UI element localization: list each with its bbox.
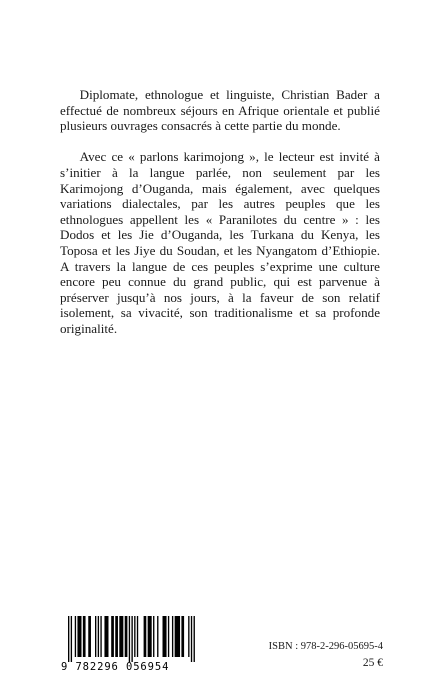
- barcode-bar: [168, 616, 169, 657]
- barcode-bar: [104, 616, 108, 657]
- barcode-bar: [68, 616, 69, 662]
- barcode-bar: [137, 616, 138, 657]
- barcode-bar: [148, 616, 152, 657]
- isbn-label: ISBN : 978-2-296-05695-4: [268, 641, 383, 652]
- barcode-bar: [111, 616, 114, 657]
- barcode-number: 9 782296 056954: [61, 661, 170, 673]
- barcode-bar: [129, 616, 130, 662]
- barcode-bar: [191, 616, 192, 662]
- blurb-text: [60, 87, 380, 337]
- barcode-bar: [83, 616, 86, 657]
- barcode-bar: [188, 616, 189, 657]
- barcode-bar: [95, 616, 96, 657]
- barcode-bar: [157, 616, 158, 657]
- barcode-bar: [172, 616, 173, 657]
- barcode-bar: [77, 616, 81, 657]
- price-label: 25 €: [362, 657, 383, 669]
- barcode-bar: [181, 616, 184, 657]
- barcode-bar: [175, 616, 180, 657]
- barcode-bars: [64, 616, 198, 662]
- book-description-paragraph: Avec ce « parlons karimojong », le lecteur est invité à s’initier à la langue parlée, non seulement par les Karimojong d’Ouganda, mais également, avec quelques variations dialectales, par les autres peuples que les ethnologues appellent les « Paranilotes du centre » : les Dodos et les Jie d’Ouganda, les Turkana du Kenya, les Toposa et les Jiye du Soudan, et les Nyangatom d’Ethiopie. A travers la langue de ces peuples s’exprime une culture encore peu connue du grand public, qui est parvenue à préserver jusqu’à nos jours, à la faveur de son relatif isolement, sa vivacité, son traditionalisme et sa profonde originalité.: [60, 149, 380, 336]
- barcode-bar: [75, 616, 76, 657]
- barcode-bar: [134, 616, 135, 657]
- barcode-bar: [163, 616, 167, 657]
- barcode-bar: [144, 616, 147, 657]
- barcode-bar: [125, 616, 128, 657]
- barcode-bar: [88, 616, 91, 657]
- barcode: [57, 610, 205, 674]
- barcode-bar: [98, 616, 99, 657]
- barcode-bar: [115, 616, 118, 657]
- author-bio-paragraph: Diplomate, ethnologue et linguiste, Christian Bader a effectué de nombreux séjours en Afrique orientale et publié plusieurs ouvrages consacrés à cette partie du monde.: [60, 87, 380, 134]
- barcode-bar: [153, 616, 154, 657]
- barcode-bar: [71, 616, 72, 662]
- barcode-bar: [119, 616, 123, 657]
- barcode-bar: [194, 616, 195, 662]
- barcode-bar: [100, 616, 101, 657]
- barcode-bar: [131, 616, 132, 662]
